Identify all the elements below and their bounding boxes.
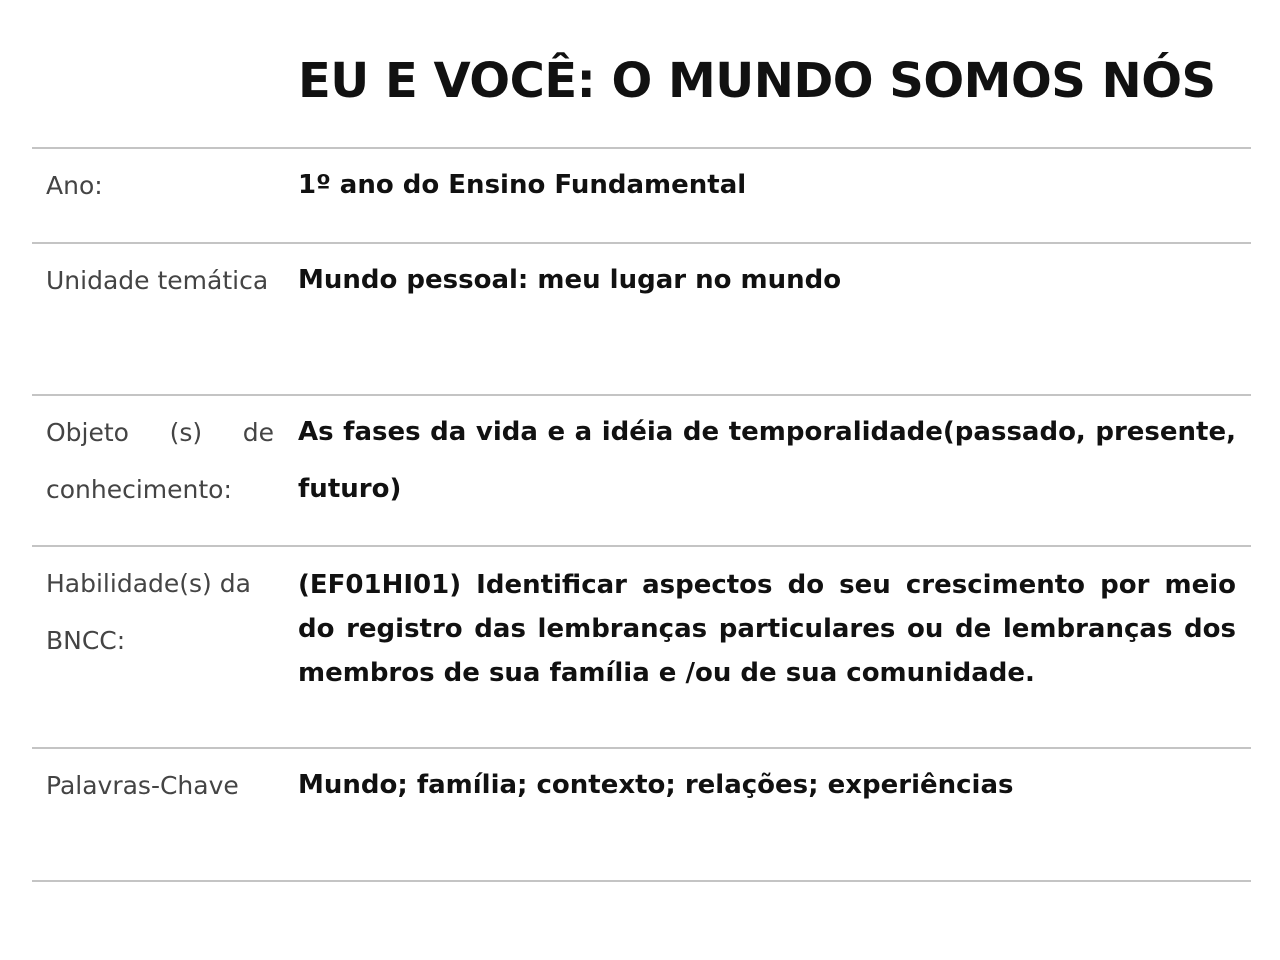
row-value-unidade-tematica: Mundo pessoal: meu lugar no mundo [298, 265, 842, 295]
row-label-unidade-tematica: Unidade temática [46, 266, 269, 295]
lesson-info-table [32, 147, 1251, 882]
row-value-objeto-conhecimento: As fases da vida e a idéia de temporalidade(passado, presente, futuro) [298, 417, 1236, 504]
row-label-habilidade-bncc: Habilidade(s) da BNCC: [46, 569, 251, 655]
row-label-palavras-chave: Palavras-Chave [46, 771, 239, 800]
row-value-habilidade-bncc: (EF01HI01) Identificar aspectos do seu crescimento por meio do registro das lembranças particulares ou de lembranças dos membros de sua família e /ou de sua comunidade. [298, 570, 1236, 688]
table-row-unidade-tematica [32, 244, 1251, 396]
row-label-ano: Ano: [46, 171, 103, 200]
row-label-objeto-conhecimento: Objeto (s) de conhecimento: [46, 418, 274, 504]
table-row-palavras-chave [32, 749, 1251, 882]
table-row-habilidade-bncc [32, 547, 1251, 749]
row-value-ano: 1º ano do Ensino Fundamental [298, 170, 747, 200]
table-row-ano [32, 149, 1251, 244]
page-title: EU E VOCÊ: O MUNDO SOMOS NÓS [298, 53, 1216, 109]
table-row-objeto-conhecimento [32, 396, 1251, 547]
row-value-palavras-chave: Mundo; família; contexto; relações; experiências [298, 770, 1014, 800]
